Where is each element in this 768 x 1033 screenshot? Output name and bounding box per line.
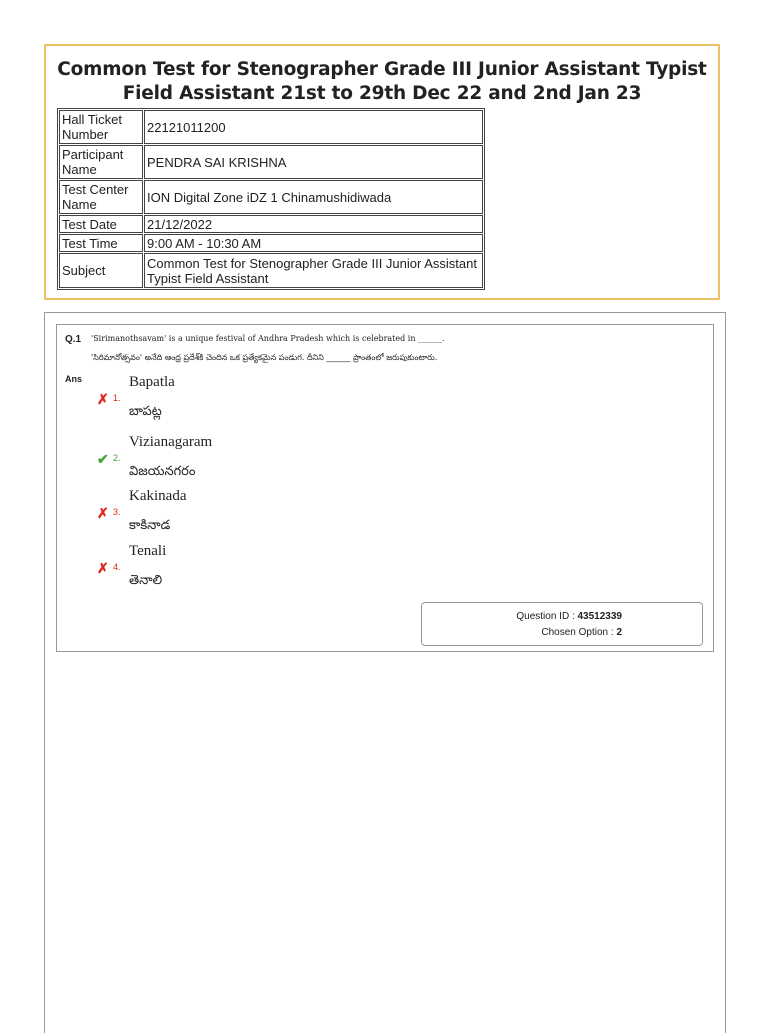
question-text-telugu: 'సిరిమానోత్సవం' అనేది ఆంధ్ర ప్రదేశ్‌కి చెందిన ఒక ప్రత్యేకమైన పండుగ. దీనిని ______ ప్రాంతంలో జరుపుకుంటారు.	[91, 353, 438, 362]
table-row	[59, 180, 483, 214]
participant-name-value: PENDRA SAI KRISHNA	[144, 145, 483, 179]
question-id-box	[421, 602, 703, 646]
option-text-telugu: కాకినాడ	[129, 518, 171, 533]
test-center-label: Test Center Name	[59, 180, 143, 214]
table-row	[59, 253, 483, 288]
option-number: 3.	[113, 507, 121, 517]
subject-label: Subject	[59, 253, 143, 288]
check-icon: ✔	[97, 451, 109, 467]
option-1	[93, 374, 293, 430]
option-text-telugu: తెనాలి	[129, 573, 163, 588]
chosen-option-value: 2	[616, 627, 622, 638]
cross-icon: ✗	[97, 391, 109, 407]
chosen-option-label: Chosen Option :	[541, 627, 614, 638]
option-number: 4.	[113, 562, 121, 572]
option-text-english: Bapatla	[129, 374, 175, 390]
option-number: 2.	[113, 453, 121, 463]
option-2	[93, 434, 293, 490]
test-header-panel	[44, 44, 720, 300]
subject-value: Common Test for Stenographer Grade III Junior Assistant Typist Field Assistant	[144, 253, 483, 288]
test-date-value: 21/12/2022	[144, 215, 483, 233]
participant-info-table	[57, 108, 485, 290]
table-row	[59, 145, 483, 179]
option-4	[93, 543, 293, 599]
table-row	[59, 215, 483, 233]
option-text-english: Vizianagaram	[129, 434, 213, 450]
option-number: 1.	[113, 393, 121, 403]
option-text-telugu: విజయనగరం	[129, 464, 196, 479]
cross-icon: ✗	[97, 505, 109, 521]
test-date-label: Test Date	[59, 215, 143, 233]
hall-ticket-label: Hall Ticket Number	[59, 110, 143, 144]
chosen-option-line	[422, 627, 622, 638]
question-id-label: Question ID :	[516, 611, 575, 622]
question-text-english: 'Sirimanothsavam' is a unique festival of Andhra Pradesh which is celebrated in ______.	[91, 334, 445, 343]
option-text-english: Kakinada	[129, 488, 187, 504]
test-time-value: 9:00 AM - 10:30 AM	[144, 234, 483, 252]
test-title: Common Test for Stenographer Grade III Junior Assistant Typist Field Assistant 21st to 29th Dec 22 and 2nd Jan 23	[57, 59, 707, 104]
test-time-label: Test Time	[59, 234, 143, 252]
answer-label: Ans	[65, 374, 83, 384]
participant-name-label: Participant Name	[59, 145, 143, 179]
test-center-value: ION Digital Zone iDZ 1 Chinamushidiwada	[144, 180, 483, 214]
hall-ticket-value: 22121011200	[144, 110, 483, 144]
table-row	[59, 234, 483, 252]
option-text-telugu: బాపట్ల	[129, 404, 162, 419]
question-card	[56, 324, 714, 652]
table-row	[59, 110, 483, 144]
question-id-value: 43512339	[577, 611, 622, 622]
question-id-line	[422, 611, 622, 622]
question-number: Q.1	[65, 334, 82, 345]
cross-icon: ✗	[97, 560, 109, 576]
option-text-english: Tenali	[129, 543, 167, 559]
option-3	[93, 488, 293, 544]
